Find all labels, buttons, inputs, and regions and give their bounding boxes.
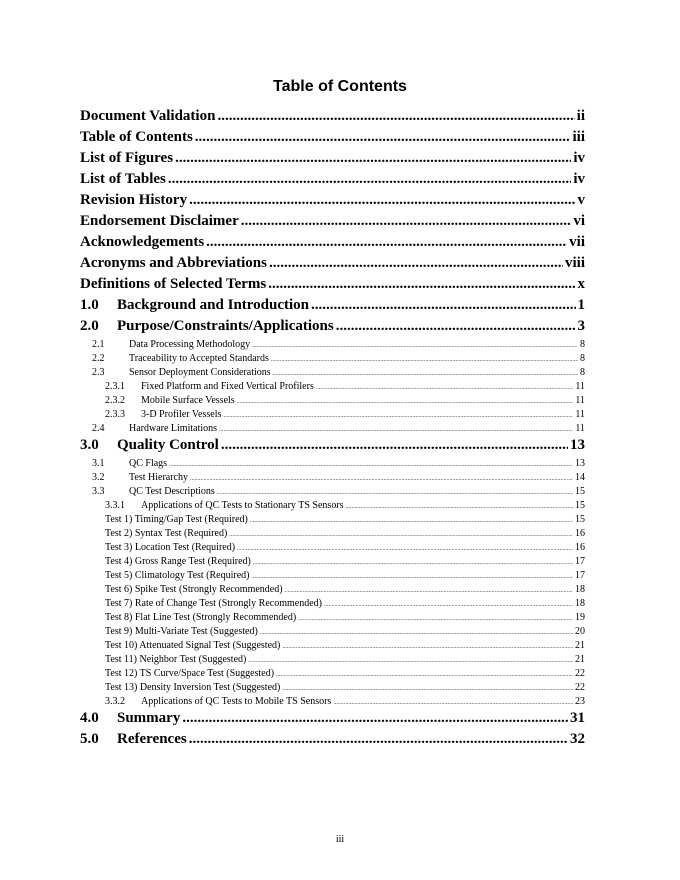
toc-entry-page: 11 bbox=[575, 395, 585, 406]
toc-dot-leader bbox=[268, 276, 575, 293]
toc-dot-leader bbox=[241, 213, 572, 230]
toc-entry-page: viii bbox=[564, 255, 585, 271]
toc-entry[interactable] bbox=[80, 612, 585, 626]
toc-entry[interactable] bbox=[80, 710, 585, 731]
toc-entry-page: 3 bbox=[577, 318, 585, 334]
toc-entry-number: 2.3.2 bbox=[105, 395, 125, 406]
toc-entry-title: QC Flags bbox=[129, 458, 168, 469]
toc-entry[interactable] bbox=[80, 654, 585, 668]
toc-entry[interactable] bbox=[80, 150, 585, 171]
toc-entry-title: Fixed Platform and Fixed Vertical Profilers bbox=[141, 381, 314, 392]
toc-entry-page: 13 bbox=[570, 437, 585, 453]
toc-entry[interactable] bbox=[80, 556, 585, 570]
toc-dot-leader bbox=[182, 710, 568, 727]
toc-entry-page: v bbox=[577, 192, 585, 208]
toc-entry-title: Definitions of Selected Terms bbox=[80, 276, 267, 292]
toc-entry-page: 15 bbox=[575, 514, 585, 525]
toc-entry-number: 3.3.2 bbox=[105, 696, 125, 707]
toc-dot-leader bbox=[285, 584, 573, 595]
toc-entry-title: Traceability to Accepted Standards bbox=[129, 353, 269, 364]
page-title: Table of Contents bbox=[273, 78, 407, 95]
toc-entry-page: vi bbox=[573, 213, 585, 229]
toc-entry[interactable] bbox=[80, 255, 585, 276]
toc-dot-leader bbox=[311, 297, 575, 314]
toc-entry-page: x bbox=[577, 276, 585, 292]
toc-entry-page: 22 bbox=[575, 668, 585, 679]
toc-entry-title: Test 10) Attenuated Signal Test (Suggested) bbox=[105, 640, 281, 651]
toc-entry-page: 21 bbox=[575, 640, 585, 651]
toc-entry-page: 23 bbox=[575, 696, 585, 707]
toc-entry-title: Background and Introduction bbox=[117, 297, 310, 313]
toc-entry-number: 3.0 bbox=[80, 437, 99, 453]
toc-dot-leader bbox=[252, 339, 578, 350]
toc-entry-number: 2.3.3 bbox=[105, 409, 125, 420]
toc-dot-leader bbox=[298, 612, 573, 623]
toc-entry-title: Test 2) Syntax Test (Required) bbox=[105, 528, 228, 539]
toc-dot-leader bbox=[316, 381, 574, 392]
toc-entry-title: QC Test Descriptions bbox=[129, 486, 215, 497]
toc-entry[interactable] bbox=[80, 318, 585, 339]
toc-entry[interactable] bbox=[80, 696, 585, 710]
toc-entry[interactable] bbox=[80, 668, 585, 682]
toc-dot-leader bbox=[269, 255, 563, 272]
toc-entry[interactable] bbox=[80, 353, 585, 367]
toc-dot-leader bbox=[219, 423, 573, 434]
toc-entry-number: 2.4 bbox=[92, 423, 105, 434]
toc-entry-title: List of Figures bbox=[80, 150, 174, 166]
toc-entry-page: ii bbox=[576, 108, 585, 124]
toc-entry-page: 31 bbox=[570, 710, 585, 726]
toc-entry[interactable] bbox=[80, 458, 585, 472]
toc-entry-number: 2.0 bbox=[80, 318, 99, 334]
toc-dot-leader bbox=[250, 514, 573, 525]
toc-entry-title: Quality Control bbox=[117, 437, 219, 453]
page-number: iii bbox=[335, 834, 345, 845]
toc-entry[interactable] bbox=[80, 514, 585, 528]
toc-entry-page: 22 bbox=[575, 682, 585, 693]
toc-entry[interactable] bbox=[80, 381, 585, 395]
table-of-contents bbox=[80, 108, 585, 752]
toc-entry-number: 5.0 bbox=[80, 731, 99, 747]
toc-entry[interactable] bbox=[80, 584, 585, 598]
toc-entry-title: Test 9) Multi-Variate Test (Suggested) bbox=[105, 626, 258, 637]
toc-dot-leader bbox=[273, 367, 578, 378]
toc-entry-title: Endorsement Disclaimer bbox=[80, 213, 239, 229]
toc-entry-page: 14 bbox=[575, 472, 585, 483]
toc-entry-title: Applications of QC Tests to Mobile TS Sensors bbox=[141, 696, 332, 707]
toc-entry[interactable] bbox=[80, 542, 585, 556]
toc-entry-number: 3.3 bbox=[92, 486, 105, 497]
toc-entry[interactable] bbox=[80, 437, 585, 458]
toc-dot-leader bbox=[168, 171, 571, 188]
toc-dot-leader bbox=[260, 626, 573, 637]
toc-entry-page: 8 bbox=[580, 367, 585, 378]
toc-entry-title: Test 1) Timing/Gap Test (Required) bbox=[105, 514, 248, 525]
toc-entry-title: Test 5) Climatology Test (Required) bbox=[105, 570, 250, 581]
toc-dot-leader bbox=[248, 654, 573, 665]
toc-entry[interactable] bbox=[80, 276, 585, 297]
toc-entry-number: 1.0 bbox=[80, 297, 99, 313]
toc-entry-number: 2.3.1 bbox=[105, 381, 125, 392]
toc-entry-title: Test 3) Location Test (Required) bbox=[105, 542, 236, 553]
toc-entry[interactable] bbox=[80, 423, 585, 437]
toc-entry-title: Table of Contents bbox=[80, 129, 193, 145]
toc-dot-leader bbox=[195, 129, 571, 146]
toc-entry-title: Acronyms and Abbreviations bbox=[80, 255, 267, 271]
toc-entry-title: Test 4) Gross Range Test (Required) bbox=[105, 556, 251, 567]
toc-dot-leader bbox=[346, 500, 573, 511]
toc-dot-leader bbox=[333, 696, 573, 707]
toc-dot-leader bbox=[253, 556, 573, 567]
toc-entry[interactable] bbox=[80, 234, 585, 255]
toc-entry-title: Test Hierarchy bbox=[129, 472, 188, 483]
toc-entry-title: Acknowledgements bbox=[80, 234, 205, 250]
toc-entry-page: 15 bbox=[575, 486, 585, 497]
toc-entry-title: Document Validation bbox=[80, 108, 216, 124]
toc-entry-number: 2.1 bbox=[92, 339, 105, 350]
toc-dot-leader bbox=[324, 598, 573, 609]
toc-dot-leader bbox=[175, 150, 571, 167]
toc-entry-page: 21 bbox=[575, 654, 585, 665]
toc-dot-leader bbox=[217, 108, 574, 125]
toc-entry-page: 17 bbox=[575, 556, 585, 567]
toc-entry-page: 13 bbox=[575, 458, 585, 469]
toc-dot-leader bbox=[206, 234, 567, 251]
toc-entry[interactable] bbox=[80, 297, 585, 318]
toc-entry-title: List of Tables bbox=[80, 171, 166, 187]
toc-dot-leader bbox=[189, 731, 568, 748]
toc-entry[interactable] bbox=[80, 570, 585, 584]
toc-entry[interactable] bbox=[80, 500, 585, 514]
toc-entry[interactable] bbox=[80, 108, 585, 129]
toc-entry-title: Test 7) Rate of Change Test (Strongly Recommended) bbox=[105, 598, 322, 609]
toc-entry-number: 3.3.1 bbox=[105, 500, 125, 511]
toc-dot-leader bbox=[271, 353, 578, 364]
toc-entry-page: iv bbox=[573, 171, 585, 187]
toc-entry-title: Data Processing Methodology bbox=[129, 339, 251, 350]
toc-dot-leader bbox=[336, 318, 576, 335]
toc-entry-page: 18 bbox=[575, 584, 585, 595]
toc-dot-leader bbox=[237, 542, 573, 553]
toc-entry-title: Test 6) Spike Test (Strongly Recommended) bbox=[105, 584, 283, 595]
toc-dot-leader bbox=[282, 682, 573, 693]
toc-entry-number: 3.2 bbox=[92, 472, 105, 483]
toc-entry-number: 3.1 bbox=[92, 458, 105, 469]
toc-entry[interactable] bbox=[80, 731, 585, 752]
toc-dot-leader bbox=[217, 486, 573, 497]
toc-entry[interactable] bbox=[80, 339, 585, 353]
toc-entry[interactable] bbox=[80, 486, 585, 500]
toc-entry-page: iv bbox=[573, 150, 585, 166]
toc-entry-page: 11 bbox=[575, 423, 585, 434]
toc-entry-title: Hardware Limitations bbox=[129, 423, 218, 434]
toc-entry-title: Mobile Surface Vessels bbox=[141, 395, 235, 406]
toc-entry-page: 1 bbox=[577, 297, 585, 313]
toc-entry-title: Test 11) Neighbor Test (Suggested) bbox=[105, 654, 247, 665]
toc-entry[interactable] bbox=[80, 192, 585, 213]
toc-entry[interactable] bbox=[80, 409, 585, 423]
toc-entry[interactable] bbox=[80, 129, 585, 150]
toc-dot-leader bbox=[189, 192, 575, 209]
toc-entry-title: Revision History bbox=[80, 192, 188, 208]
toc-entry-page: 8 bbox=[580, 339, 585, 350]
toc-entry-page: 11 bbox=[575, 409, 585, 420]
toc-entry[interactable] bbox=[80, 598, 585, 612]
toc-entry[interactable] bbox=[80, 395, 585, 409]
toc-dot-leader bbox=[190, 472, 573, 483]
toc-entry-page: 18 bbox=[575, 598, 585, 609]
toc-entry-title: Test 8) Flat Line Test (Strongly Recommended) bbox=[105, 612, 297, 623]
toc-dot-leader bbox=[169, 458, 573, 469]
toc-entry[interactable] bbox=[80, 528, 585, 542]
toc-entry-page: 20 bbox=[575, 626, 585, 637]
toc-entry-number: 2.3 bbox=[92, 367, 105, 378]
toc-entry-page: 16 bbox=[575, 542, 585, 553]
toc-entry-number: 4.0 bbox=[80, 710, 99, 726]
toc-dot-leader bbox=[223, 409, 573, 420]
toc-entry[interactable] bbox=[80, 472, 585, 486]
toc-dot-leader bbox=[237, 395, 574, 406]
toc-entry-page: iii bbox=[572, 129, 585, 145]
toc-dot-leader bbox=[229, 528, 573, 539]
toc-entry-page: 8 bbox=[580, 353, 585, 364]
toc-entry-page: 32 bbox=[570, 731, 585, 747]
toc-dot-leader bbox=[252, 570, 573, 581]
toc-entry-title: Test 12) TS Curve/Space Test (Suggested) bbox=[105, 668, 275, 679]
toc-entry[interactable] bbox=[80, 626, 585, 640]
toc-entry[interactable] bbox=[80, 640, 585, 654]
toc-entry-title: Purpose/Constraints/Applications bbox=[117, 318, 334, 334]
toc-entry-page: 15 bbox=[575, 500, 585, 511]
toc-entry-title: References bbox=[117, 731, 187, 747]
toc-entry-number: 2.2 bbox=[92, 353, 105, 364]
toc-entry-page: 11 bbox=[575, 381, 585, 392]
toc-entry-title: Summary bbox=[117, 710, 181, 726]
toc-entry[interactable] bbox=[80, 682, 585, 696]
toc-entry-title: Sensor Deployment Considerations bbox=[129, 367, 271, 378]
toc-entry-title: Applications of QC Tests to Stationary TS Sensors bbox=[141, 500, 344, 511]
toc-dot-leader bbox=[221, 437, 568, 454]
toc-dot-leader bbox=[282, 640, 573, 651]
toc-entry[interactable] bbox=[80, 367, 585, 381]
toc-dot-leader bbox=[276, 668, 573, 679]
toc-entry[interactable] bbox=[80, 213, 585, 234]
toc-entry-page: 16 bbox=[575, 528, 585, 539]
toc-entry-page: 17 bbox=[575, 570, 585, 581]
toc-entry-title: 3-D Profiler Vessels bbox=[141, 409, 222, 420]
toc-entry[interactable] bbox=[80, 171, 585, 192]
toc-entry-page: vii bbox=[569, 234, 585, 250]
toc-entry-page: 19 bbox=[575, 612, 585, 623]
toc-entry-title: Test 13) Density Inversion Test (Suggested) bbox=[105, 682, 281, 693]
